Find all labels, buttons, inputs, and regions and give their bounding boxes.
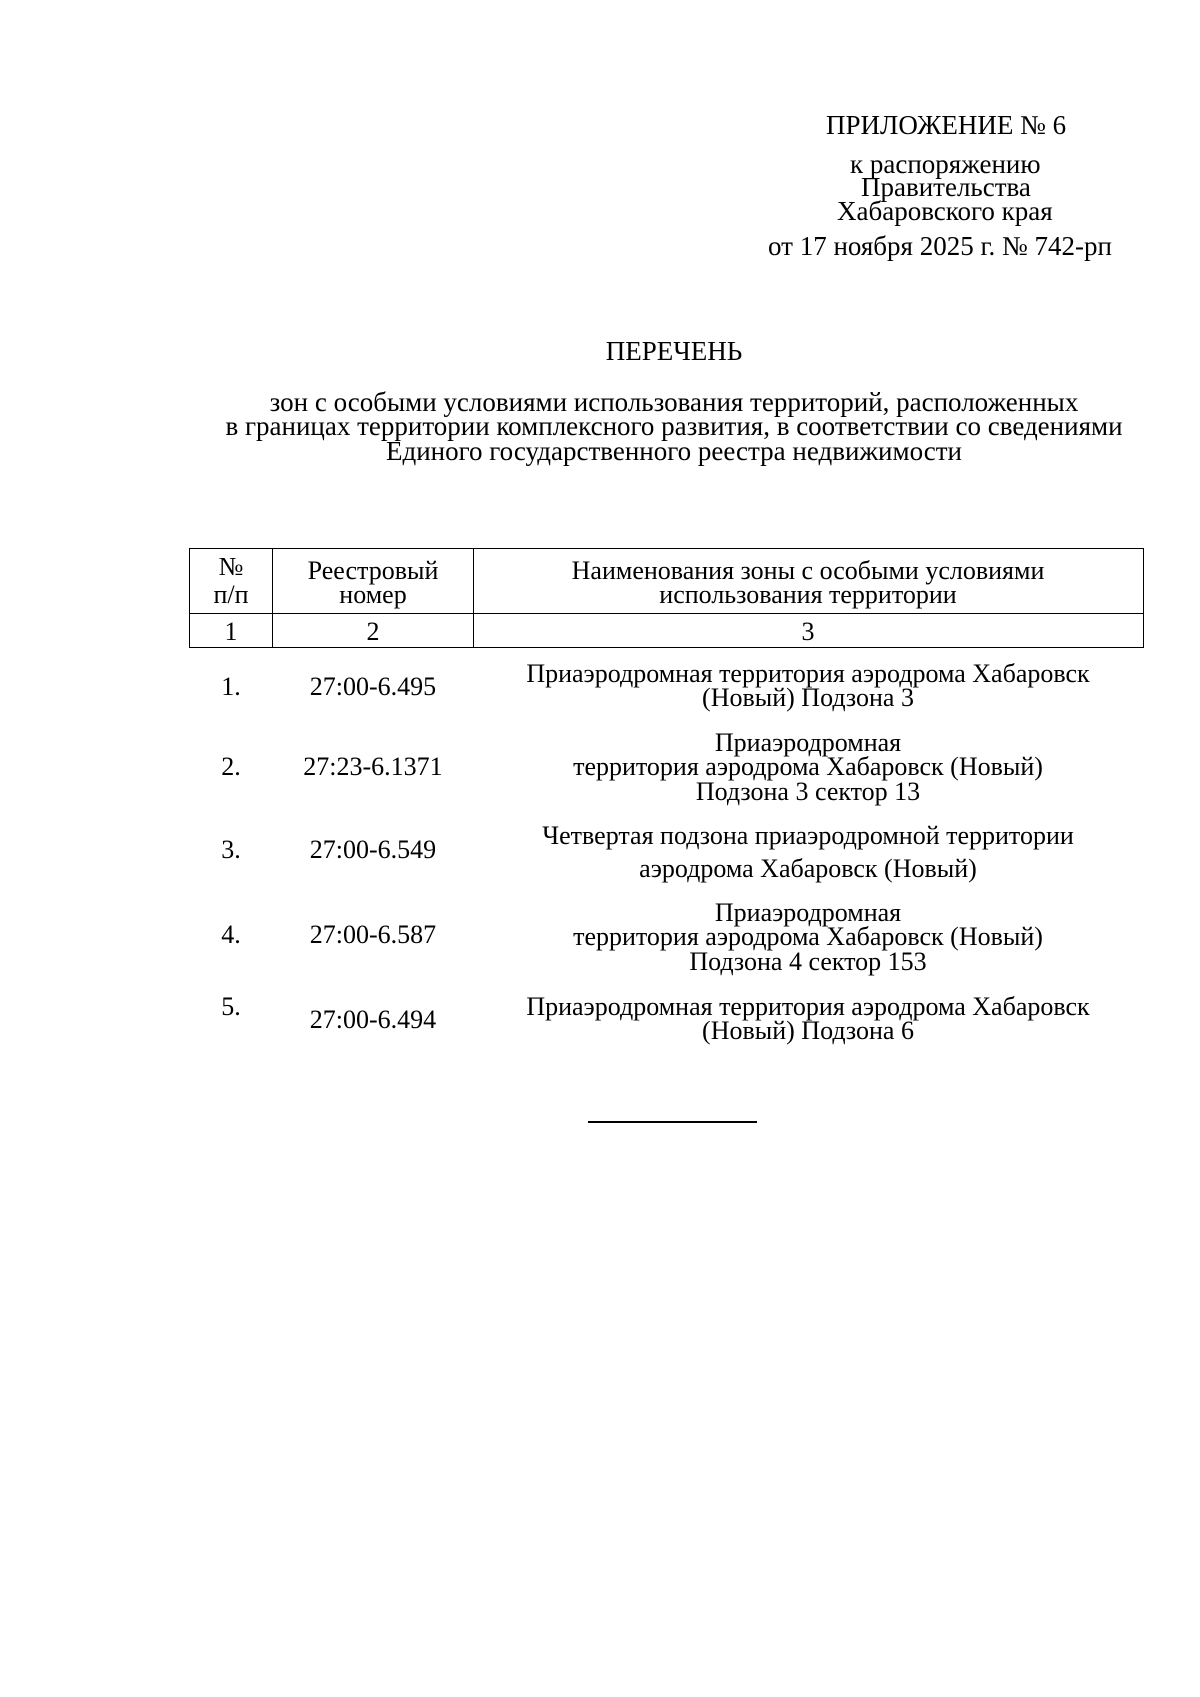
table-border-left xyxy=(189,548,190,648)
row-registry-number: 27:00-6.494 xyxy=(309,1005,437,1034)
row-registry-number: 27:00-6.495 xyxy=(309,672,437,701)
zone-name-line: Приаэродромная xyxy=(714,728,902,757)
row-number: 2. xyxy=(221,752,241,781)
table-border-top xyxy=(189,548,1144,549)
header-zone-line-2: использования территории xyxy=(659,580,957,610)
document-subtitle-line-3: Единого государственного реестра недвижимости xyxy=(385,436,962,466)
order-label: к распоряжению xyxy=(850,149,1041,179)
header-zone-name xyxy=(571,556,1045,610)
row-registry-number: 27:00-6.587 xyxy=(309,920,437,949)
zone-name-line: территория аэродрома Хабаровск (Новый) xyxy=(573,752,1043,782)
header-num-line-1: № xyxy=(218,552,244,581)
end-separator-line xyxy=(588,1121,757,1123)
column-number-2: 2 xyxy=(366,617,380,646)
zone-name-line: аэродрома Хабаровск (Новый) xyxy=(639,853,977,883)
document-heading: ПЕРЕЧЕНЬ xyxy=(605,336,743,366)
row-zone-name xyxy=(526,659,1090,713)
header-registry-line-2: номер xyxy=(339,580,407,610)
zone-name-line: (Новый) Подзона 6 xyxy=(702,1016,914,1046)
zone-name-line: (Новый) Подзона 3 xyxy=(702,683,914,713)
header-zone-line-1: Наименования зоны с особыми условиями xyxy=(571,556,1045,585)
table-border-col2 xyxy=(473,548,474,648)
header-registry-number xyxy=(307,556,439,610)
row-zone-name xyxy=(526,992,1090,1046)
region-label: Хабаровского края xyxy=(837,196,1053,226)
zone-name-line: Приаэродромная территория аэродрома Хабаровск xyxy=(526,992,1090,1021)
row-zone-name xyxy=(573,728,1043,806)
document-subtitle-line-1: зон с особыми условиями использования территорий, расположенных xyxy=(269,387,1079,417)
zone-name-line: Приаэродромная территория аэродрома Хабаровск xyxy=(526,659,1090,688)
header-registry-line-1: Реестровый xyxy=(307,556,439,585)
row-number: 5. xyxy=(221,992,241,1021)
table-border-header-bottom xyxy=(189,613,1144,614)
table-border-col1 xyxy=(272,548,273,648)
row-number: 3. xyxy=(221,835,241,864)
row-number: 4. xyxy=(221,920,241,949)
row-zone-name xyxy=(573,898,1043,976)
government-label: Правительства xyxy=(861,172,1031,202)
row-zone-name xyxy=(542,820,1074,884)
header-num xyxy=(213,552,249,610)
zone-name-line: Подзона 3 сектор 13 xyxy=(695,776,921,806)
zone-name-line: Четвертая подзона приаэродромной территории xyxy=(542,821,1074,850)
zone-name-line: Приаэродромная xyxy=(714,898,902,927)
row-registry-number: 27:00-6.549 xyxy=(309,835,437,864)
appendix-label: ПРИЛОЖЕНИЕ № 6 xyxy=(826,110,1067,140)
row-registry-number: 27:23-6.1371 xyxy=(303,752,443,781)
table-border-right xyxy=(1143,548,1144,648)
table-border-numbers-bottom xyxy=(189,647,1144,648)
zone-name-line: Подзона 4 сектор 153 xyxy=(689,946,927,976)
header-num-line-2: п/п xyxy=(213,580,249,610)
column-number-3: 3 xyxy=(801,617,815,646)
order-date-number: от 17 ноября 2025 г. № 742-рп xyxy=(768,231,1112,261)
column-number-1: 1 xyxy=(224,617,238,646)
row-number: 1. xyxy=(221,672,241,701)
zone-name-line: территория аэродрома Хабаровск (Новый) xyxy=(573,922,1043,952)
document-subtitle-line-2: в границах территории комплексного развития, в соответствии со сведениями xyxy=(225,411,1123,441)
